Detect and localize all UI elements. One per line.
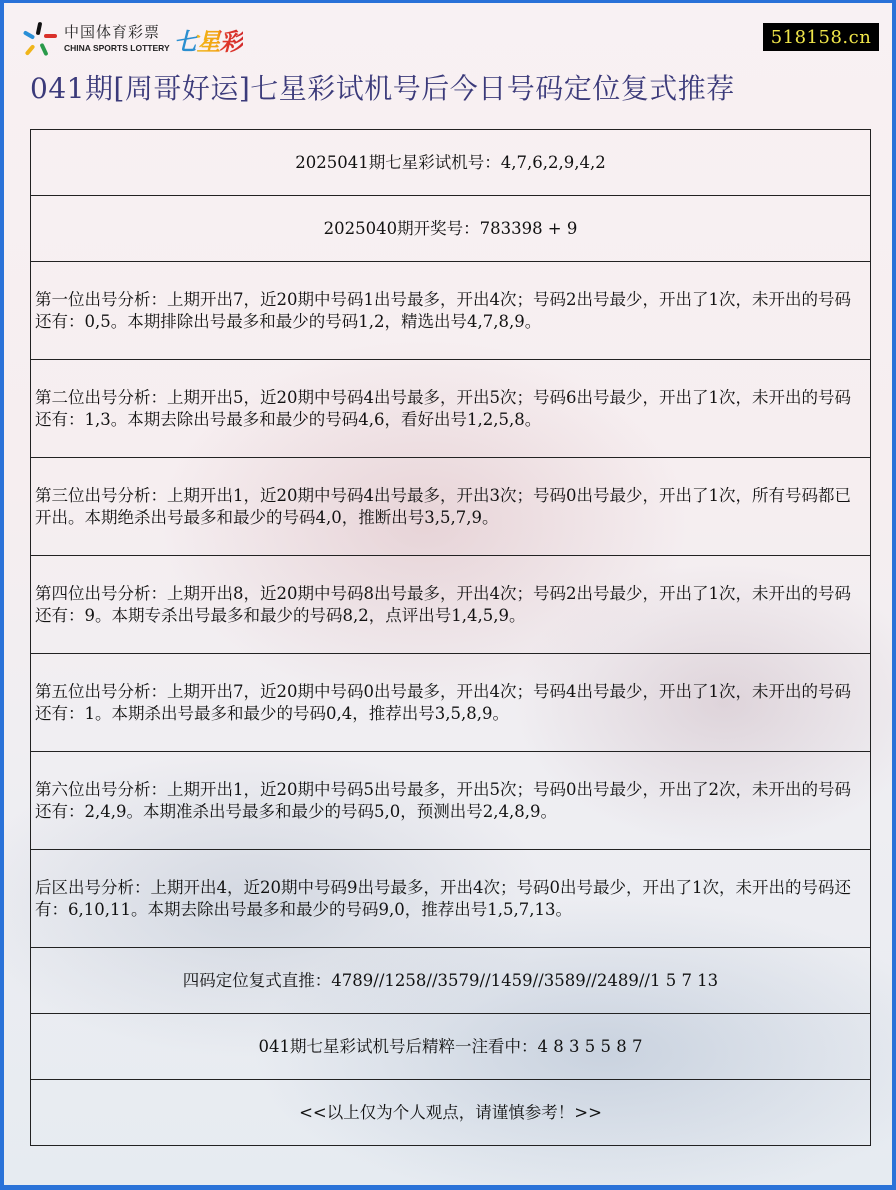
position-1-analysis: 第一位出号分析：上期开出7，近20期中号码1出号最多，开出4次；号码2出号最少，开出了1次，未开出的号码还有：0,5。本期排除出号最多和最少的号码1,2，精选出号4,7,8,9。	[31, 262, 871, 360]
table-row	[31, 360, 871, 458]
table-row	[31, 196, 871, 262]
table-row	[31, 948, 871, 1014]
position-6-analysis: 第六位出号分析：上期开出1，近20期中号码5出号最多，开出5次；号码0出号最少，开出了2次，未开出的号码还有：2,4,9。本期准杀出号最多和最少的号码5,0，预测出号2,4,8,9。	[31, 752, 871, 850]
position-3-analysis: 第三位出号分析：上期开出1，近20期中号码4出号最多，开出3次；号码0出号最少，开出了1次，所有号码都已开出。本期绝杀出号最多和最少的号码4,0，推断出号3,5,7,9。	[31, 458, 871, 556]
site-badge[interactable]: 518158.cn	[763, 23, 879, 51]
logo-en-text: CHINA SPORTS LOTTERY	[64, 43, 170, 54]
logo-text	[64, 25, 170, 53]
table-row	[31, 130, 871, 196]
back-zone-analysis: 后区出号分析：上期开出4，近20期中号码9出号最多，开出4次；号码0出号最少，开出了1次，未开出的号码还有：6,10,11。本期去除出号最多和最少的号码9,0，推荐出号1,5,7,13。	[31, 850, 871, 948]
lottery-star-icon	[20, 19, 60, 59]
logo-cn-text: 中国体育彩票	[64, 23, 161, 42]
table-row	[31, 850, 871, 948]
four-code-recommendation: 四码定位复式直推：4789//1258//3579//1459//3589//2489//1 5 7 13	[31, 948, 871, 1014]
table-row	[31, 1014, 871, 1080]
table-row	[31, 654, 871, 752]
page-title: 041期[周哥好运]七星彩试机号后今日号码定位复式推荐	[30, 72, 735, 105]
position-2-analysis: 第二位出号分析：上期开出5，近20期中号码4出号最多，开出5次；号码6出号最少，开出了1次，未开出的号码还有：1,3。本期去除出号最多和最少的号码4,6，看好出号1,2,5,8。	[31, 360, 871, 458]
header	[4, 3, 892, 67]
position-4-analysis: 第四位出号分析：上期开出8，近20期中号码8出号最多，开出4次；号码2出号最少，开出了1次，未开出的号码还有：9。本期专杀出号最多和最少的号码8,2，点评出号1,4,5,9。	[31, 556, 871, 654]
seven-star-brand: 七星彩	[174, 22, 243, 57]
china-sports-lottery-logo	[20, 17, 243, 61]
table-row	[31, 752, 871, 850]
table-row	[31, 556, 871, 654]
table-row	[31, 262, 871, 360]
table-row	[31, 1080, 871, 1146]
disclaimer: <<以上仅为个人观点，请谨慎参考！>>	[31, 1080, 871, 1146]
single-pick-recommendation: 041期七星彩试机号后精粹一注看中：4 8 3 5 5 8 7	[31, 1014, 871, 1080]
table-row	[31, 458, 871, 556]
position-5-analysis: 第五位出号分析：上期开出7，近20期中号码0出号最多，开出4次；号码4出号最少，开出了1次，未开出的号码还有：1。本期杀出号最多和最少的号码0,4，推荐出号3,5,8,9。	[31, 654, 871, 752]
prediction-table	[30, 129, 871, 1146]
last-draw-cell: 2025040期开奖号：783398 + 9	[31, 196, 871, 262]
trial-number-cell: 2025041期七星彩试机号：4,7,6,2,9,4,2	[31, 130, 871, 196]
